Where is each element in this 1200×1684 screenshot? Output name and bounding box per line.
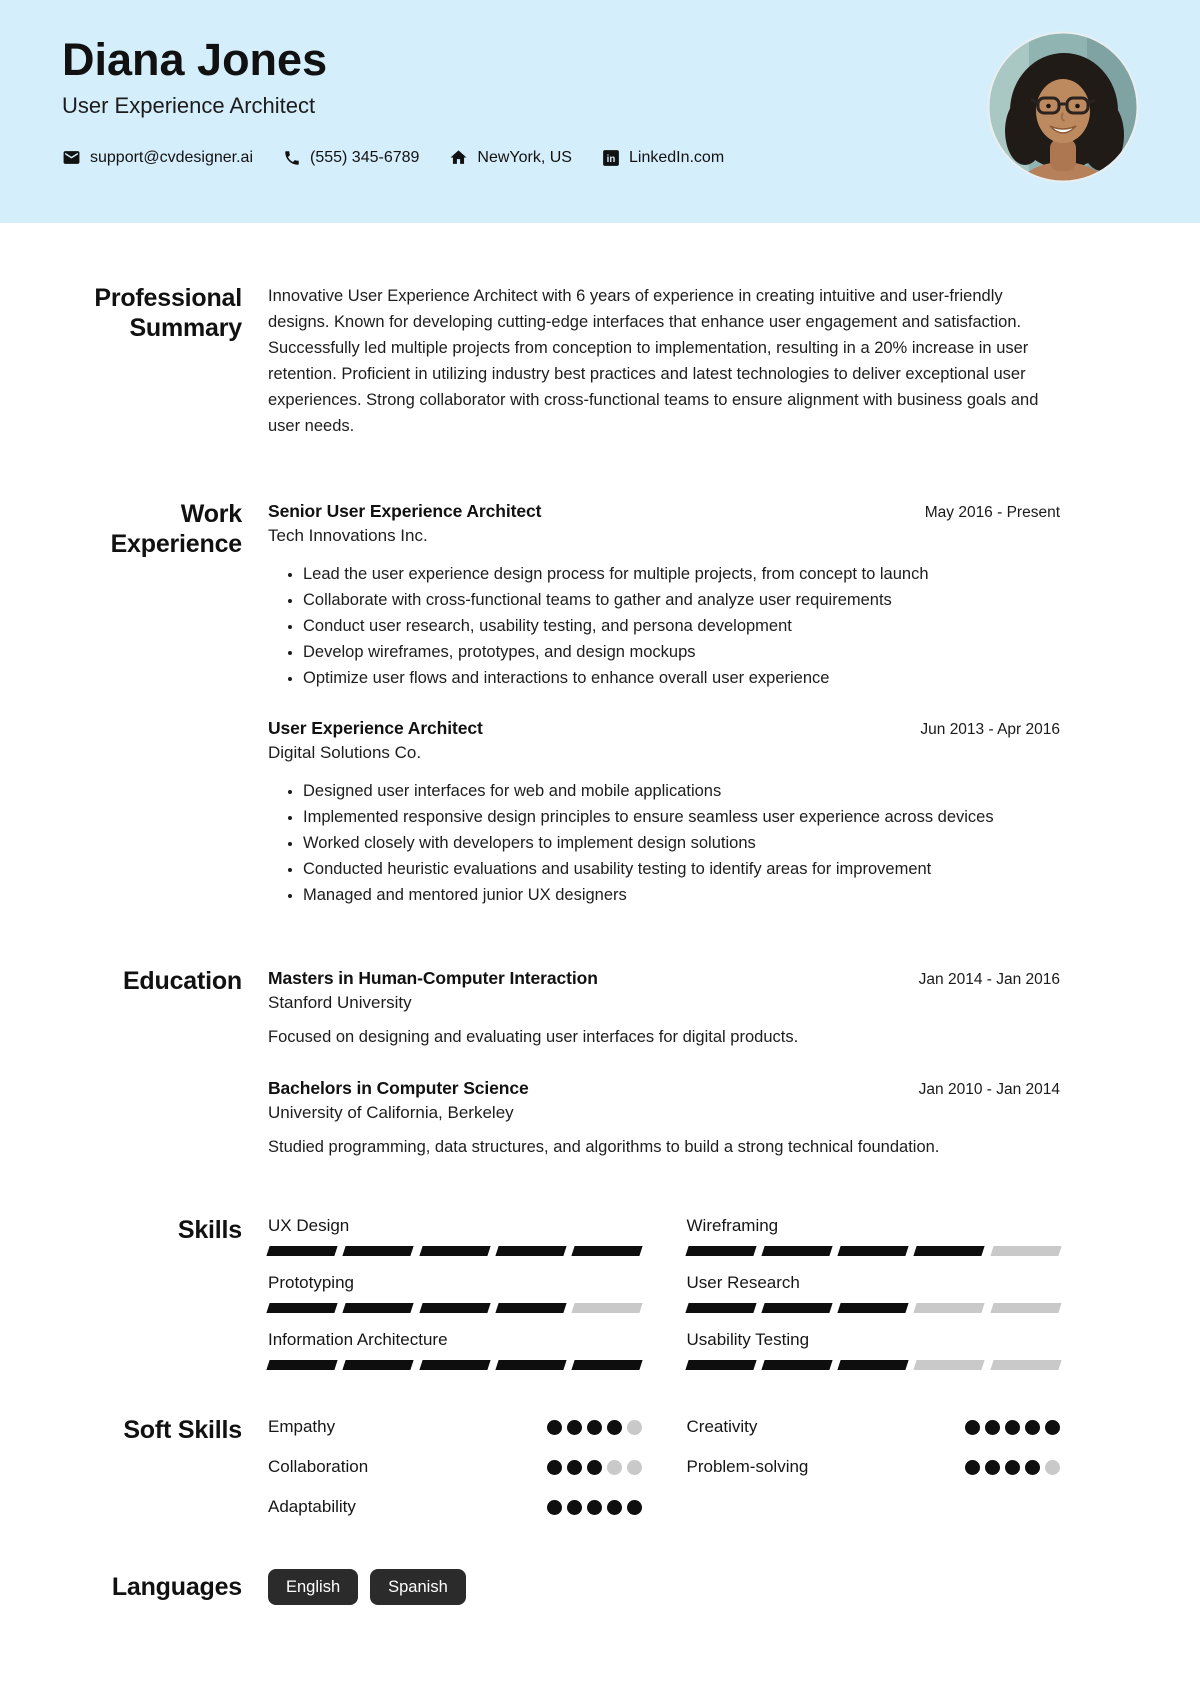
rating-dot [567, 1460, 582, 1475]
language-pill: Spanish [370, 1569, 466, 1605]
soft-skill-rating [965, 1420, 1060, 1435]
skill-level-bar [687, 1360, 1061, 1370]
rating-dot [607, 1500, 622, 1515]
rating-dot [1025, 1420, 1040, 1435]
skill-name: Information Architecture [268, 1330, 448, 1349]
skill-item [687, 1329, 1061, 1370]
skill-bar-segment [495, 1360, 567, 1370]
skill-item [268, 1272, 642, 1313]
job-entry-head [268, 716, 1060, 740]
rating-dot [567, 1420, 582, 1435]
section-label-summary: Professional Summary [94, 284, 242, 342]
job-dates: Jun 2013 - Apr 2016 [920, 721, 1060, 738]
skill-bar-segment [419, 1360, 491, 1370]
skill-bar-segment [837, 1360, 909, 1370]
soft-skill-item [687, 1455, 1061, 1479]
contact-item-home[interactable] [449, 148, 572, 167]
skill-name: Usability Testing [686, 1330, 810, 1349]
rating-dot [985, 1420, 1000, 1435]
contact-text: support@cvdesigner.ai [90, 148, 253, 166]
rating-dot [1005, 1420, 1020, 1435]
rating-dot [985, 1460, 1000, 1475]
skill-bar-segment [914, 1360, 986, 1370]
skill-bar-segment [266, 1246, 338, 1256]
summary-text: Innovative User Experience Architect with 6 years of experience in creating intuitive and user-friendly designs. Known for developing cutting-edge interfaces that enhance user engagement and satisfaction. Successfully led multiple projects from conception to implementation, resulting in a 20% increase in user retention. Proficient in utilizing industry best practices and latest technologies to deliver exceptional user experiences. Strong collaborator with cross-functional teams to ensure alignment with business goals and user needs. [268, 287, 1039, 435]
rating-dot [627, 1460, 642, 1475]
profile-photo [987, 31, 1139, 183]
contact-item-email[interactable] [62, 148, 253, 167]
section-skills [62, 1215, 1060, 1370]
job-bullet: • Designed user interfaces for web and mobile applications [303, 778, 1060, 804]
rating-dot [607, 1420, 622, 1435]
skill-bar-segment [685, 1360, 757, 1370]
degree-description: Studied programming, data structures, and algorithms to build a strong technical foundation. [268, 1138, 940, 1156]
job-bullet: • Develop wireframes, prototypes, and design mockups [303, 639, 1060, 665]
soft-skill-rating [547, 1500, 642, 1515]
job-bullet: • Managed and mentored junior UX designers [303, 882, 1060, 908]
rating-dot [567, 1500, 582, 1515]
rating-dot [965, 1460, 980, 1475]
section-label-languages: Languages [111, 1573, 242, 1601]
degree-title: Bachelors in Computer Science [268, 1078, 529, 1098]
soft-skill-name: Adaptability [268, 1497, 356, 1516]
skill-name: Prototyping [268, 1273, 354, 1292]
person-name: Diana Jones [62, 34, 328, 85]
contact-item-linkedin[interactable] [602, 149, 724, 167]
job-entry [268, 716, 1060, 908]
rating-dot [627, 1500, 642, 1515]
section-education [62, 966, 1060, 1160]
email-icon [62, 148, 81, 167]
degree-entry-head [268, 966, 1060, 990]
contact-text: NewYork, US [477, 148, 572, 166]
job-bullet: • Conducted heuristic evaluations and usability testing to identify areas for improvement [303, 856, 1060, 882]
contact-text: (555) 345-6789 [310, 148, 420, 166]
skill-bar-segment [343, 1360, 415, 1370]
skill-bar-segment [990, 1303, 1062, 1313]
skill-bar-segment [914, 1303, 986, 1313]
rating-dot [627, 1420, 642, 1435]
section-label-work: Work Experience [110, 500, 242, 558]
degree-school: Stanford University [268, 993, 412, 1012]
soft-skill-name: Collaboration [268, 1457, 369, 1476]
section-languages [62, 1569, 1060, 1605]
soft-skill-rating [547, 1420, 642, 1435]
section-label-skills: Skills [177, 1216, 242, 1244]
job-bullet-list [268, 561, 1060, 691]
job-entry [268, 499, 1060, 691]
skill-bar-segment [495, 1303, 567, 1313]
skill-bar-segment [572, 1303, 644, 1313]
soft-skill-name: Creativity [686, 1417, 758, 1436]
job-bullet: • Conduct user research, usability testing, and persona development [303, 613, 1060, 639]
skill-bar-segment [914, 1246, 986, 1256]
section-label-education: Education [122, 967, 242, 995]
job-bullet-list [268, 778, 1060, 908]
person-job-title: User Experience Architect [62, 93, 316, 118]
job-company: Tech Innovations Inc. [268, 526, 428, 545]
degree-dates: Jan 2014 - Jan 2016 [918, 971, 1060, 988]
job-bullet: • Implemented responsive design principles to ensure seamless user experience across devices [303, 804, 1060, 830]
rating-dot [587, 1420, 602, 1435]
job-bullet: • Lead the user experience design process for multiple projects, from concept to launch [303, 561, 1060, 587]
phone-icon [283, 149, 301, 167]
skill-name: User Research [686, 1273, 800, 1292]
home-icon [449, 148, 468, 167]
job-entry-head [268, 499, 1060, 523]
skill-bar-segment [761, 1246, 833, 1256]
skill-bar-segment [572, 1246, 644, 1256]
soft-skill-item [268, 1495, 642, 1519]
skill-item [687, 1215, 1061, 1256]
skill-level-bar [268, 1246, 642, 1256]
job-bullet: • Optimize user flows and interactions to enhance overall user experience [303, 665, 1060, 691]
degree-entry [268, 1076, 1060, 1160]
soft-skill-name: Problem-solving [686, 1457, 809, 1476]
language-pill: English [268, 1569, 358, 1605]
degree-dates: Jan 2010 - Jan 2014 [918, 1081, 1060, 1098]
rating-dot [965, 1420, 980, 1435]
skill-item [268, 1329, 642, 1370]
skill-level-bar [268, 1360, 642, 1370]
section-label-soft-skills: Soft Skills [123, 1416, 242, 1444]
skill-bar-segment [685, 1303, 757, 1313]
skill-bar-segment [266, 1303, 338, 1313]
skill-bar-segment [837, 1246, 909, 1256]
skill-bar-segment [495, 1246, 567, 1256]
degree-entry [268, 966, 1060, 1050]
soft-skill-item [268, 1415, 642, 1439]
skill-bar-segment [761, 1303, 833, 1313]
skill-level-bar [687, 1246, 1061, 1256]
skill-bar-segment [685, 1246, 757, 1256]
rating-dot [587, 1500, 602, 1515]
rating-dot [607, 1460, 622, 1475]
degree-list [268, 966, 1060, 1160]
resume-header [0, 0, 1200, 223]
skills-grid [268, 1215, 1060, 1370]
degree-entry-head [268, 1076, 1060, 1100]
skill-bar-segment [761, 1360, 833, 1370]
profile-photo-illustration [987, 31, 1139, 183]
skill-level-bar [687, 1303, 1061, 1313]
skill-bar-segment [990, 1246, 1062, 1256]
skill-bar-segment [572, 1360, 644, 1370]
degree-school: University of California, Berkeley [268, 1103, 514, 1122]
job-title: Senior User Experience Architect [268, 501, 542, 521]
job-title: User Experience Architect [268, 718, 483, 738]
skill-bar-segment [419, 1246, 491, 1256]
contact-item-phone[interactable] [283, 149, 419, 167]
soft-skill-item [687, 1415, 1061, 1439]
linkedin-icon [602, 149, 620, 167]
soft-skill-item [268, 1455, 642, 1479]
degree-description: Focused on designing and evaluating user interfaces for digital products. [268, 1028, 799, 1046]
svg-text:in: in [606, 153, 616, 165]
rating-dot [547, 1500, 562, 1515]
skill-bar-segment [343, 1303, 415, 1313]
contact-text: LinkedIn.com [628, 148, 725, 166]
rating-dot [1045, 1460, 1060, 1475]
skill-item [268, 1215, 642, 1256]
rating-dot [1025, 1460, 1040, 1475]
job-company: Digital Solutions Co. [268, 743, 422, 762]
rating-dot [587, 1460, 602, 1475]
rating-dot [1045, 1420, 1060, 1435]
skill-name: UX Design [268, 1216, 350, 1235]
job-list [268, 499, 1060, 908]
skill-bar-segment [343, 1246, 415, 1256]
soft-skill-rating [547, 1460, 642, 1475]
skill-bar-segment [266, 1360, 338, 1370]
soft-skill-rating [965, 1460, 1060, 1475]
resume-body [0, 223, 1200, 1605]
rating-dot [547, 1420, 562, 1435]
section-work-experience [62, 499, 1060, 908]
skill-bar-segment [419, 1303, 491, 1313]
language-list [268, 1569, 1060, 1605]
rating-dot [1005, 1460, 1020, 1475]
job-bullet: • Collaborate with cross-functional teams to gather and analyze user requirements [303, 587, 1060, 613]
section-soft-skills [62, 1415, 1060, 1519]
soft-skills-grid [268, 1415, 1060, 1519]
rating-dot [547, 1460, 562, 1475]
skill-name: Wireframing [686, 1216, 779, 1235]
skill-bar-segment [837, 1303, 909, 1313]
skill-bar-segment [990, 1360, 1062, 1370]
job-bullet: • Worked closely with developers to implement design solutions [303, 830, 1060, 856]
soft-skill-name: Empathy [268, 1417, 336, 1436]
section-professional-summary [62, 283, 1060, 439]
skill-item [687, 1272, 1061, 1313]
degree-title: Masters in Human-Computer Interaction [268, 968, 598, 988]
job-dates: May 2016 - Present [924, 504, 1060, 521]
skill-level-bar [268, 1303, 642, 1313]
